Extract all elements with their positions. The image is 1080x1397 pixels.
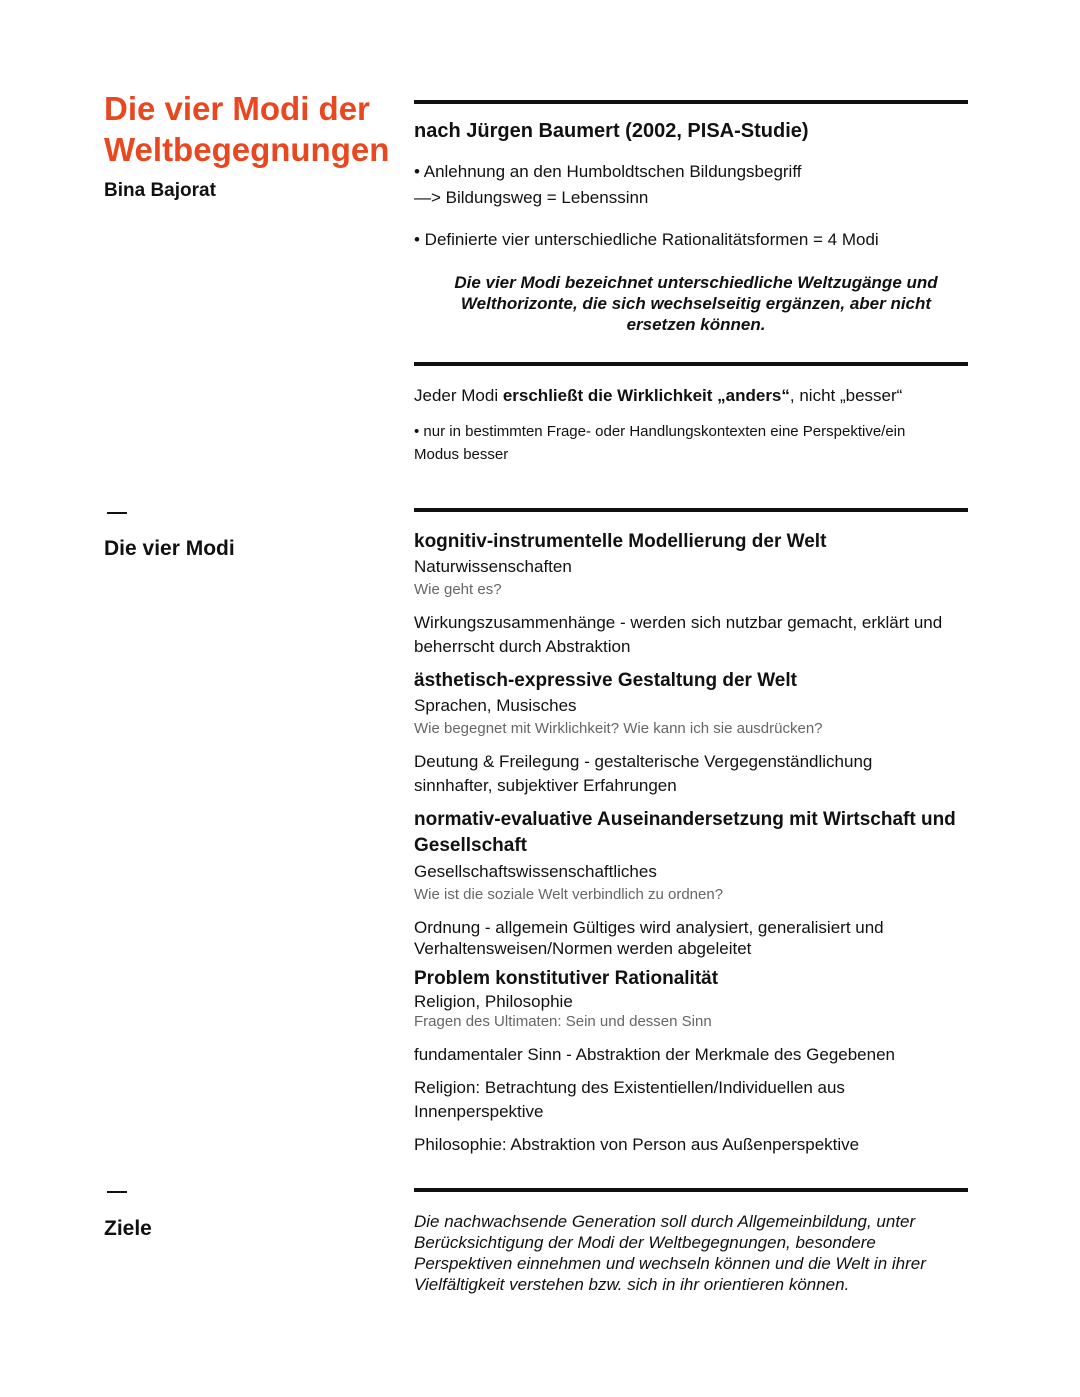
modus-2-question: Wie begegnet mit Wirklichkeit? Wie kann ich sie ausdrücken? [414,720,823,737]
modus-1-title: kognitiv-instrumentelle Modellierung der Welt [414,531,827,552]
modus-4-description-3: Philosophie: Abstraktion von Person aus Außenperspektive [414,1135,860,1154]
description-line: beherrscht durch Abstraktion [414,637,631,656]
divider-rule [414,508,968,512]
principle-post: , nicht „besser“ [789,386,903,405]
goals-text [414,1211,970,1295]
section-label-ziele: Ziele [104,1217,152,1240]
description-line: Ordnung - allgemein Gültiges wird analysiert, generalisiert und [414,918,884,937]
principle-bold: erschließt die Wirklichkeit „anders“ [502,386,790,405]
title-line-1: Die vier Modi der [104,90,370,127]
intro-heading: nach Jürgen Baumert (2002, PISA-Studie) [414,120,809,142]
principle-statement [414,384,970,408]
goals-line: Die nachwachsende Generation soll durch Allgemeinbildung, unter [414,1212,916,1231]
intro-quote [420,272,972,335]
section-dash-ziele [107,1191,127,1193]
modus-2-subject: Sprachen, Musisches [414,696,577,715]
principle-note-line: • nur in bestimmten Frage- oder Handlungskontexten eine Perspektive/ein [414,423,906,440]
principle-note [414,420,970,466]
modus-4-description-1: fundamentaler Sinn - Abstraktion der Merkmale des Gegebenen [414,1045,895,1064]
modus-2-title: ästhetisch-expressive Gestaltung der Welt [414,670,797,691]
goals-line: Perspektiven einnehmen und wechseln können und die Welt in ihrer [414,1254,926,1273]
description-line: Religion: Betrachtung des Existentiellen/Individuellen aus [414,1078,845,1097]
title-line: normativ-evaluative Auseinandersetzung mit Wirtschaft und [414,809,956,830]
page-title [104,88,404,170]
divider-rule [414,100,968,104]
description-line: Verhaltensweisen/Normen werden abgeleitet [414,939,752,958]
goals-line: Berücksichtigung der Modi der Weltbegegnungen, besondere [414,1233,876,1252]
modus-3-description [414,917,970,959]
modus-4-question: Fragen des Ultimaten: Sein und dessen Sinn [414,1013,712,1030]
intro-bullet-1: • Anlehnung an den Humboldtschen Bildungsbegriff [414,162,802,181]
quote-line: Die vier Modi bezeichnet unterschiedliche Weltzugänge und [454,273,938,292]
modus-2-description [414,750,970,798]
quote-line: Welthorizonte, die sich wechselseitig ergänzen, aber nicht [460,294,932,313]
principle-note-line: Modus besser [414,446,509,463]
divider-rule [414,1188,968,1192]
divider-rule [414,362,968,366]
section-dash-modi [107,512,127,514]
title-line-2: Weltbegegnungen [104,131,390,168]
description-line: Wirkungszusammenhänge - werden sich nutzbar gemacht, erklärt und [414,613,943,632]
principle-pre: Jeder Modi [414,386,503,405]
author-name: Bina Bajorat [104,180,216,201]
modus-1-question: Wie geht es? [414,581,502,598]
modus-3-title [414,807,970,859]
description-line: Deutung & Freilegung - gestalterische Vergegenständlichung [414,752,873,771]
goals-line: Vielfältigkeit verstehen bzw. sich in ihr orientieren können. [414,1275,850,1294]
description-line: Innenperspektive [414,1102,544,1121]
modus-4-subject: Religion, Philosophie [414,992,573,1011]
title-line: Gesellschaft [414,835,527,856]
modus-3-subject: Gesellschaftswissenschaftliches [414,862,657,881]
intro-arrow-line: —> Bildungsweg = Lebenssinn [414,188,649,207]
modus-3-question: Wie ist die soziale Welt verbindlich zu ordnen? [414,886,724,903]
modus-4-title: Problem konstitutiver Rationalität [414,968,719,989]
modus-4-description-2 [414,1076,970,1124]
description-line: sinnhafter, subjektiver Erfahrungen [414,776,677,795]
modus-1-description [414,611,970,659]
intro-bullet-2: • Definierte vier unterschiedliche Rationalitätsformen = 4 Modi [414,230,879,249]
quote-line: ersetzen können. [626,315,766,334]
section-label-modi: Die vier Modi [104,537,235,560]
modus-1-subject: Naturwissenschaften [414,557,572,576]
